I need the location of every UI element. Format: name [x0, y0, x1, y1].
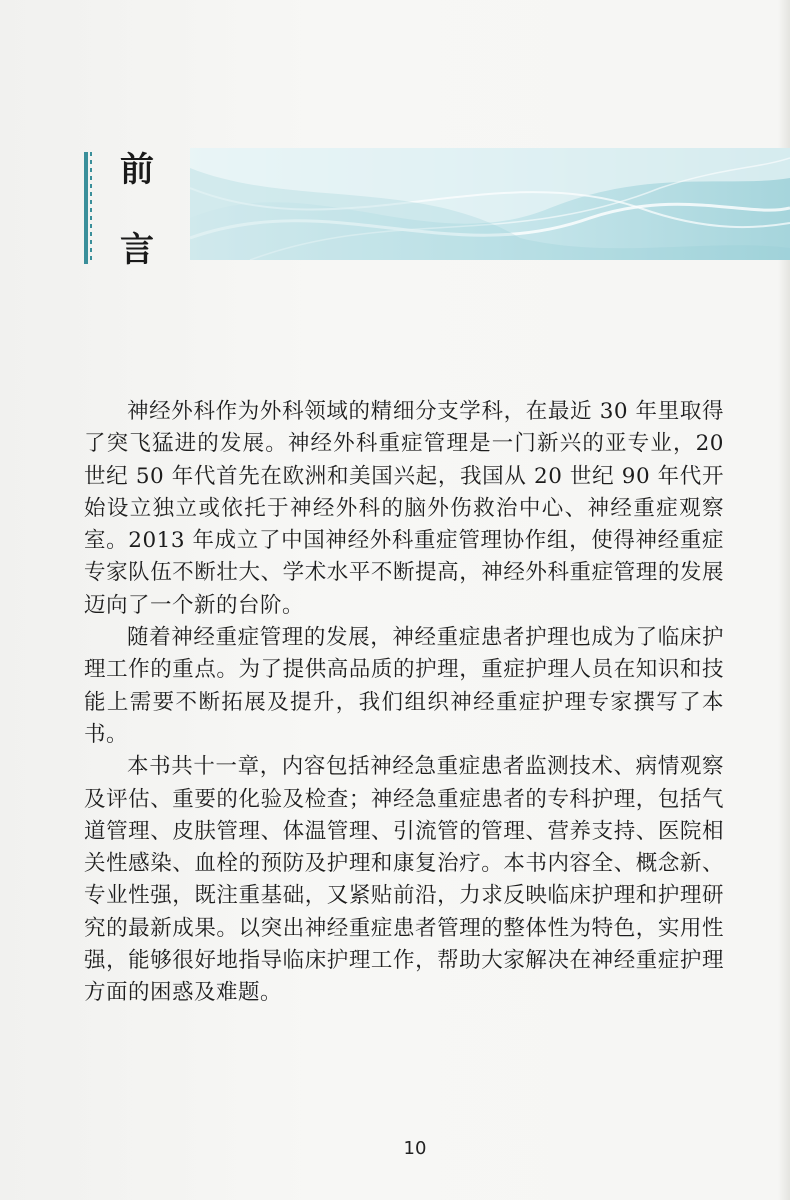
heading-char-2: 言: [120, 230, 154, 270]
heading-char-1: 前: [120, 150, 154, 190]
preface-body: [84, 396, 724, 1010]
title-marker-dashes: [90, 152, 92, 264]
paragraph-3: 本书共十一章，内容包括神经急重症患者监测技术、病情观察及评估、重要的化验及检查；神经急重症患者的专科护理，包括气道管理、皮肤管理、体温管理、引流管的管理、营养支持、医院相关性感染、血栓的预防及护理和康复治疗。本书内容全、概念新、专业性强，既注重基础，又紧贴前沿，力求反映临床护理和护理研究的最新成果。以突出神经重症患者管理的整体性为特色，实用性强，能够很好地指导临床护理工作，帮助大家解决在神经重症护理方面的困惑及难题。: [84, 754, 724, 1006]
page-number: 10: [403, 1138, 427, 1159]
title-marker: [84, 152, 94, 264]
paragraph-2: 随着神经重症管理的发展，神经重症患者护理也成为了临床护理工作的重点。为了提供高品质的护理，重症护理人员在知识和技能上需要不断拓展及提升，我们组织神经重症护理专家撰写了本书。: [84, 625, 724, 747]
wave-decoration: [190, 148, 790, 260]
decorative-header-band: [190, 148, 790, 260]
title-marker-bar: [84, 152, 88, 264]
paragraph-1: 神经外科作为外科领域的精细分支学科，在最近 30 年里取得了突飞猛进的发展。神经外科重症管理是一门新兴的亚专业，20 世纪 50 年代首先在欧洲和美国兴起，我国从 20 世纪 90 年代开始设立独立或依托于神经外科的脑外伤救治中心、神经重症观察室。2013 年成立了中国神经外科重症管理协作组，使得神经重症专家队伍不断壮大、学术水平不断提高，神经外科重症管理的发展迈向了一个新的台阶。: [84, 399, 724, 618]
